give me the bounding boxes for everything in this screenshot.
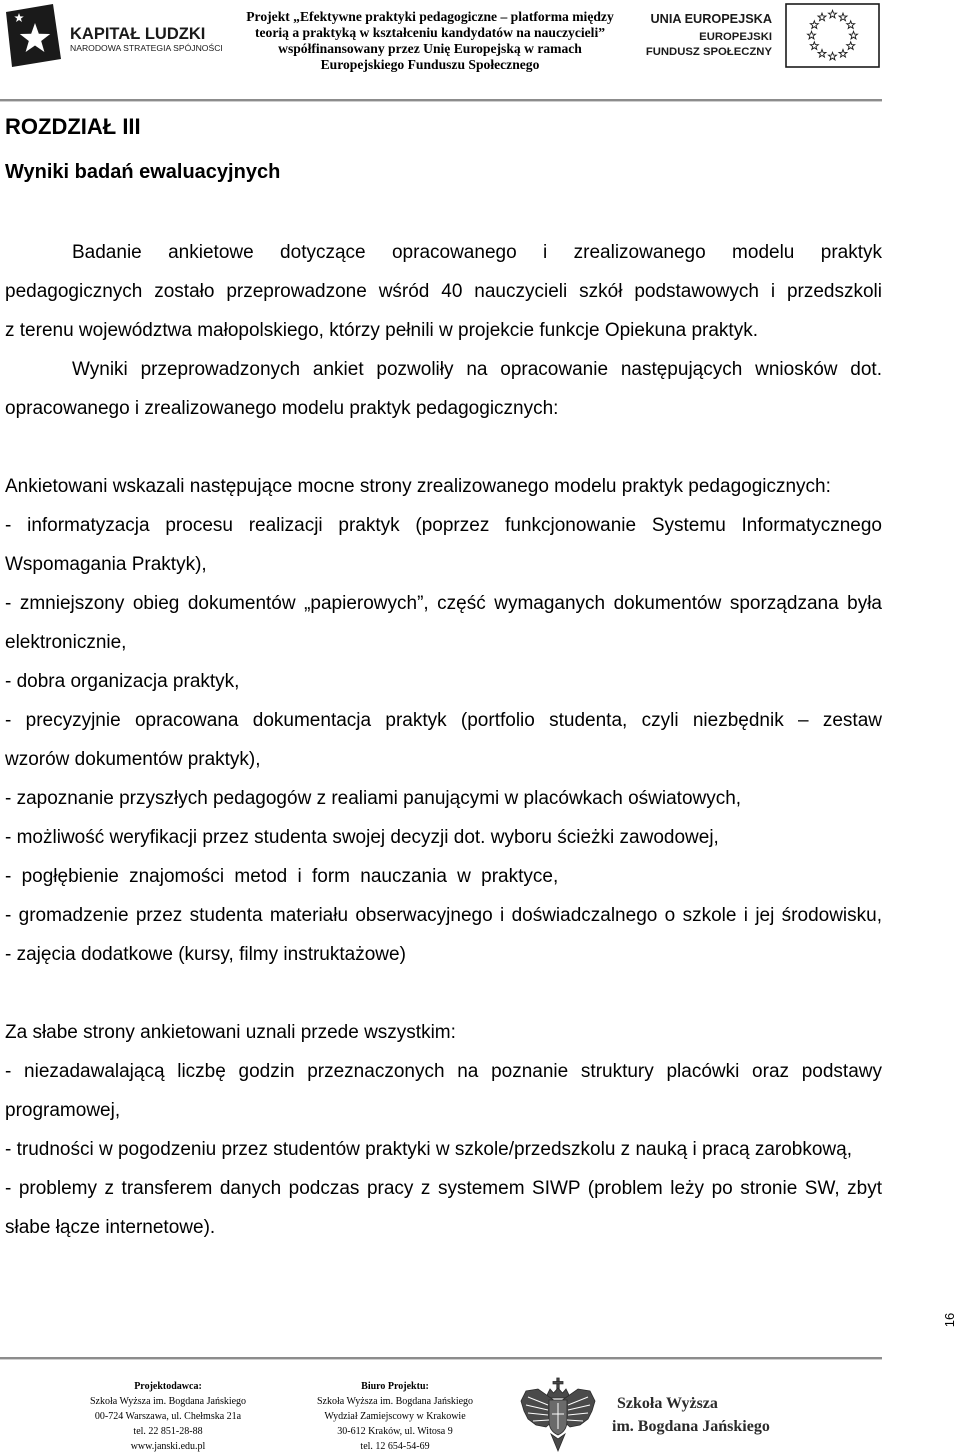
list-item-line: programowej, <box>5 1100 121 1121</box>
chapter-title: Wyniki badań ewaluacyjnych <box>5 161 281 183</box>
university-crest-icon <box>518 1377 598 1453</box>
footer-office-line: 30-612 Kraków, ul. Witosa 9 <box>337 1426 453 1437</box>
footer-applicant-line: Szkoła Wyższa im. Bogdana Jańskiego <box>89 1396 247 1407</box>
project-title <box>240 9 620 73</box>
eu-logo-line: UNIA EUROPEJSKA <box>650 12 772 26</box>
list-item <box>5 584 882 662</box>
list-item <box>5 896 882 935</box>
list-item-line: - precyzyjnie opracowana dokumentacja praktyk (portfolio studenta, czyli niezbędnik – zestaw <box>5 710 882 731</box>
footer-applicant-label: Projektodawca: <box>134 1381 202 1392</box>
list-item-line: - możliwość weryfikacji przez studenta swojej decyzji dot. wyboru ścieżki zawodowej, <box>5 827 719 848</box>
paragraph-line: pedagogicznych zostało przeprowadzone wśród 40 nauczycieli szkół podstawowych i przedszkoli <box>5 281 882 302</box>
intro-paragraph <box>5 233 882 350</box>
list-item <box>5 935 882 974</box>
header-rule <box>0 99 882 101</box>
list-item <box>5 857 882 896</box>
footer-website: www.janski.edu.pl <box>130 1441 206 1452</box>
list-item-line: Wspomagania Praktyk), <box>5 554 207 575</box>
weaknesses-list <box>5 1013 882 1247</box>
paragraph-line: Wyniki przeprowadzonych ankiet pozwoliły na opracowanie następujących wniosków dot. <box>72 359 882 380</box>
paragraph-line: z terenu województwa małopolskiego, którzy pełnili w projekcie funkcje Opiekuna praktyk. <box>5 320 758 341</box>
footer-applicant-line: 00-724 Warszawa, ul. Chełmska 21a <box>94 1411 242 1422</box>
list-item-line: - trudności w pogodzeniu przez studentów praktyki w szkole/przedszkolu z nauką i pracą zarobkową, <box>5 1139 852 1160</box>
list-item <box>5 1169 882 1247</box>
list-item <box>5 1052 882 1130</box>
blank-line <box>5 428 882 467</box>
footer-applicant-line: tel. 22 851-28-88 <box>133 1426 203 1437</box>
list-item <box>5 818 882 857</box>
list-item-line: - informatyzacja procesu realizacji praktyk (poprzez funkcjonowanie Systemu Informatycznego <box>5 515 882 536</box>
weaknesses-heading: Za słabe strony ankietowani uznali przede wszystkim: <box>5 1022 456 1043</box>
list-item <box>5 701 882 779</box>
blank-line <box>5 974 882 1013</box>
chapter-number: ROZDZIAŁ III <box>5 114 141 139</box>
kapital-ludzki-logo-name: KAPITAŁ LUDZKI <box>70 25 206 43</box>
university-logo-name <box>612 1392 770 1438</box>
footer-rule <box>0 1357 882 1359</box>
paragraph-line: Badanie ankietowe dotyczące opracowanego i zrealizowanego modelu praktyk <box>72 242 882 263</box>
list-item <box>5 662 882 701</box>
document-body <box>5 233 882 1247</box>
footer-office-line: Wydział Zamiejscowy w Krakowie <box>324 1411 466 1422</box>
list-item-line: - gromadzenie przez studenta materiału obserwacyjnego i doświadczalnego o szkole i jej środowisku, <box>5 905 882 926</box>
conclusions-paragraph <box>5 350 882 428</box>
eu-flag-icon <box>785 3 880 68</box>
page-number: 16 <box>942 1312 957 1328</box>
footer-applicant <box>60 1379 276 1454</box>
list-item-line: - zajęcia dodatkowe (kursy, filmy instruktażowe) <box>5 944 406 965</box>
list-item-line: - zmniejszony obieg dokumentów „papierowych”, część wymaganych dokumentów sporządzana była <box>5 593 882 614</box>
eu-logo-line: EUROPEJSKI <box>699 31 772 43</box>
kapital-ludzki-logo-tagline: NARODOWA STRATEGIA SPÓJNOŚCI <box>70 43 223 53</box>
list-item-line: - problemy z transferem danych podczas pracy z systemem SIWP (problem leży po stronie SW, zbyt <box>5 1178 882 1199</box>
project-title-line: Europejskiego Funduszu Społecznego <box>320 57 540 72</box>
strengths-heading: Ankietowani wskazali następujące mocne strony zrealizowanego modelu praktyk pedagogicznych: <box>5 476 831 497</box>
project-title-line: współfinansowany przez Unię Europejską w ramach <box>278 41 582 56</box>
footer-project-office <box>287 1379 503 1454</box>
university-logo-line: im. Bogdana Jańskiego <box>612 1418 770 1435</box>
list-item <box>5 506 882 584</box>
university-logo-line: Szkoła Wyższa <box>617 1395 718 1412</box>
list-item <box>5 1130 882 1169</box>
strengths-list <box>5 467 882 974</box>
kapital-ludzki-emblem-icon <box>5 3 62 68</box>
list-item-line: wzorów dokumentów praktyk), <box>5 749 261 770</box>
eu-logo-line: FUNDUSZ SPOŁECZNY <box>645 46 772 58</box>
list-item-line: - pogłębienie znajomości metod i form nauczania w praktyce, <box>5 866 559 887</box>
footer-office-line: Szkoła Wyższa im. Bogdana Jańskiego <box>316 1396 474 1407</box>
paragraph-line: opracowanego i zrealizowanego modelu praktyk pedagogicznych: <box>5 398 559 419</box>
list-item-line: - niezadawalającą liczbę godzin przeznaczonych na poznanie struktury placówki oraz podstawy <box>5 1061 882 1082</box>
list-item-line: elektronicznie, <box>5 632 127 653</box>
list-item-line: słabe łącze internetowe). <box>5 1217 216 1238</box>
project-title-line: Projekt „Efektywne praktyki pedagogiczne – platforma między <box>246 9 614 24</box>
list-item-line: - zapoznanie przyszłych pedagogów z realiami panującymi w placówkach oświatowych, <box>5 788 742 809</box>
project-title-line: teorią a praktyką w kształceniu kandydatów na nauczycieli” <box>254 25 606 40</box>
list-item <box>5 779 882 818</box>
footer-office-line: tel. 12 654-54-69 <box>360 1441 430 1452</box>
footer-office-label: Biuro Projektu: <box>361 1381 429 1392</box>
list-item-line: - dobra organizacja praktyk, <box>5 671 240 692</box>
